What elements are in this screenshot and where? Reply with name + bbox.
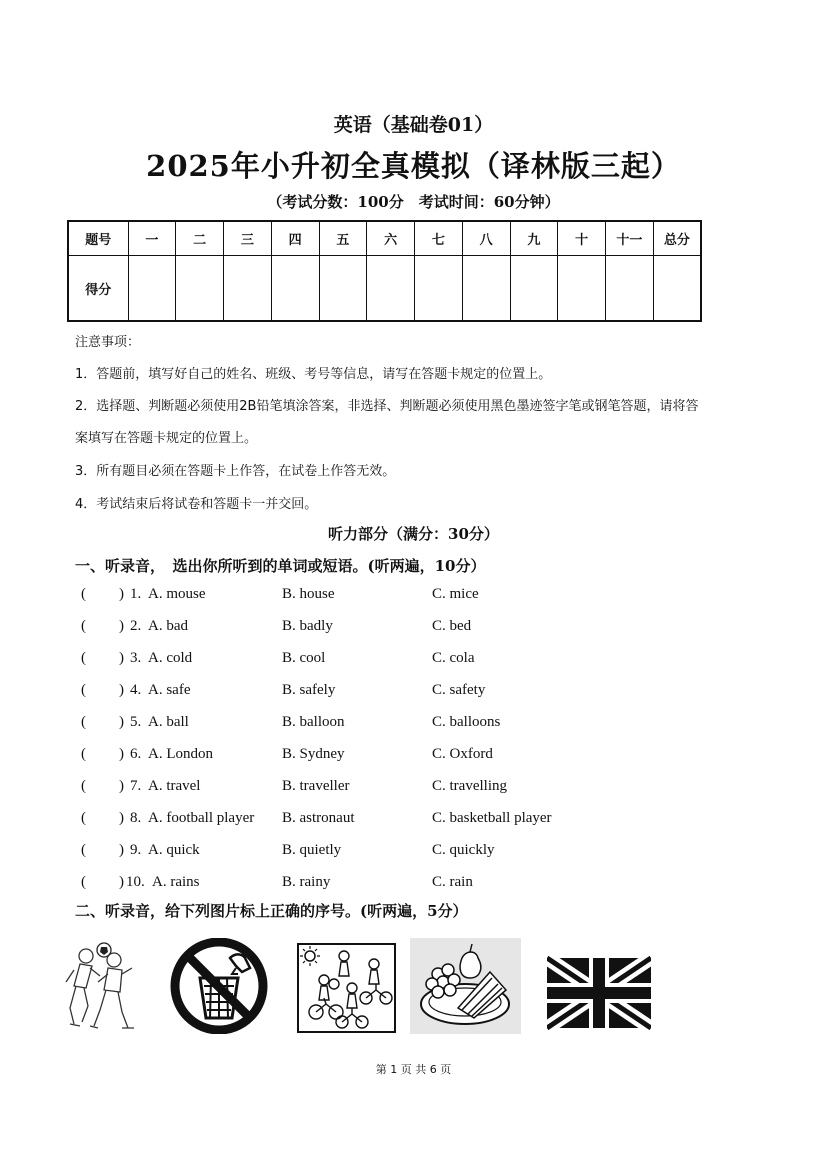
answer-paren-left: ( <box>81 746 86 762</box>
question-row <box>75 586 635 610</box>
option-c: C. rain <box>432 874 473 890</box>
option-b: B. badly <box>282 618 333 634</box>
section-2-heading: 二、听录音，给下列图片标上正确的序号。(听两遍，5分） <box>75 902 468 920</box>
no-littering-sign-picture <box>166 938 272 1034</box>
listening-title: 听力部分（满分：30分） <box>328 525 499 543</box>
option-b: B. house <box>282 586 335 602</box>
option-a: A. ball <box>148 714 189 730</box>
option-a: A. mouse <box>148 586 206 602</box>
score-cell-header: 一 <box>128 221 176 256</box>
answer-paren-right: ) <box>119 778 124 794</box>
answer-paren-right: ) <box>119 714 124 730</box>
option-c: C. travelling <box>432 778 507 794</box>
score-cell-empty <box>319 256 367 321</box>
question-row <box>75 810 635 834</box>
question-row <box>75 778 635 802</box>
answer-paren-left: ( <box>81 650 86 666</box>
notes-item: 4．考试结束后将试卷和答题卡一并交回。 <box>75 497 318 512</box>
notes-item: 1．答题前，填写好自己的姓名、班级、考号等信息，请写在答题卡规定的位置上。 <box>75 367 552 382</box>
score-cell-empty <box>224 256 272 321</box>
score-cell-header: 五 <box>319 221 367 256</box>
question-number: 9. <box>130 842 142 858</box>
answer-paren-right: ) <box>119 618 124 634</box>
answer-paren-right: ) <box>119 842 124 858</box>
section-1-heading: 一、听录音， 选出你所听到的单词或短语。(听两遍，10分） <box>75 557 486 575</box>
option-c: C. mice <box>432 586 479 602</box>
answer-paren-left: ( <box>81 810 86 826</box>
option-c: C. balloons <box>432 714 501 730</box>
question-row <box>75 842 635 866</box>
answer-paren-left: ( <box>81 778 86 794</box>
score-cell-header: 七 <box>415 221 463 256</box>
option-b: B. cool <box>282 650 326 666</box>
score-cell-header: 三 <box>224 221 272 256</box>
answer-paren-left: ( <box>81 586 86 602</box>
option-a: A. rains <box>152 874 200 890</box>
answer-paren-left: ( <box>81 874 86 890</box>
cycling-children-picture <box>296 938 397 1034</box>
answer-paren-right: ) <box>119 682 124 698</box>
answer-paren-right: ) <box>119 586 124 602</box>
notes-heading: 注意事项： <box>75 335 141 350</box>
exam-title: 2025年小升初全真模拟（译林版三起） <box>146 149 681 183</box>
question-row <box>75 714 635 738</box>
question-row <box>75 874 635 898</box>
food-plate-picture <box>410 938 521 1034</box>
answer-paren-right: ) <box>119 810 124 826</box>
score-cell-empty <box>176 256 224 321</box>
score-cell-header: 八 <box>462 221 510 256</box>
score-cell-label: 题号 <box>68 221 128 256</box>
score-cell-header: 十 <box>558 221 606 256</box>
score-cell-empty <box>462 256 510 321</box>
option-b: B. astronaut <box>282 810 355 826</box>
option-b: B. quietly <box>282 842 342 858</box>
score-cell-header: 十一 <box>606 221 654 256</box>
option-b: B. safely <box>282 682 336 698</box>
answer-paren-right: ) <box>119 746 124 762</box>
score-cell-header: 九 <box>510 221 558 256</box>
score-cell-empty <box>415 256 463 321</box>
question-number: 3. <box>130 650 142 666</box>
football-kids-picture <box>64 938 140 1034</box>
score-table-score-row <box>68 256 701 321</box>
option-c: C. cola <box>432 650 475 666</box>
question-number: 1. <box>130 586 142 602</box>
question-row <box>75 682 635 706</box>
score-cell-header: 四 <box>271 221 319 256</box>
option-c: C. safety <box>432 682 486 698</box>
option-c: C. basketball player <box>432 810 552 826</box>
score-cell-empty <box>128 256 176 321</box>
question-number: 4. <box>130 682 142 698</box>
score-cell-empty <box>653 256 701 321</box>
option-b: B. Sydney <box>282 746 345 762</box>
question-number: 10. <box>126 874 145 890</box>
exam-info: （考试分数：100分 考试时间：60分钟） <box>267 193 560 211</box>
answer-paren-left: ( <box>81 618 86 634</box>
question-row <box>75 746 635 770</box>
option-b: B. balloon <box>282 714 345 730</box>
question-row <box>75 618 635 642</box>
option-a: A. safe <box>148 682 191 698</box>
option-b: B. traveller <box>282 778 350 794</box>
option-c: C. bed <box>432 618 472 634</box>
score-cell-header: 六 <box>367 221 415 256</box>
option-a: A. football player <box>148 810 255 826</box>
score-cell-empty <box>367 256 415 321</box>
question-number: 7. <box>130 778 142 794</box>
answer-paren-right: ) <box>119 650 124 666</box>
option-c: C. Oxford <box>432 746 493 762</box>
score-cell-empty <box>558 256 606 321</box>
exam-subtitle: 英语（基础卷01） <box>333 114 494 136</box>
score-table-header-row <box>68 221 701 256</box>
notes-item: 案填写在答题卡规定的位置上。 <box>75 431 258 446</box>
answer-paren-left: ( <box>81 842 86 858</box>
score-cell-empty <box>271 256 319 321</box>
score-cell-empty <box>606 256 654 321</box>
option-a: A. London <box>148 746 213 762</box>
answer-paren-right: ) <box>119 874 124 890</box>
option-b: B. rainy <box>282 874 331 890</box>
option-a: A. quick <box>148 842 200 858</box>
union-jack-flag-picture <box>547 938 651 1034</box>
page-footer: 第 1 页 共 6 页 <box>375 1063 452 1076</box>
score-cell-empty <box>510 256 558 321</box>
question-number: 6. <box>130 746 142 762</box>
notes-item: 3．所有题目必须在答题卡上作答，在试卷上作答无效。 <box>75 464 396 479</box>
notes-item: 2．选择题、判断题必须使用2B铅笔填涂答案，非选择、判断题必须使用黑色墨迹签字笔或钢笔答题，请将答 <box>75 399 699 414</box>
option-a: A. travel <box>148 778 201 794</box>
answer-paren-left: ( <box>81 714 86 730</box>
option-a: A. cold <box>148 650 193 666</box>
score-cell-header: 二 <box>176 221 224 256</box>
question-row <box>75 650 635 674</box>
answer-paren-left: ( <box>81 682 86 698</box>
score-cell-label: 得分 <box>68 256 128 321</box>
option-a: A. bad <box>148 618 188 634</box>
question-number: 2. <box>130 618 142 634</box>
question-number: 5. <box>130 714 142 730</box>
question-number: 8. <box>130 810 142 826</box>
score-table <box>67 220 702 322</box>
option-c: C. quickly <box>432 842 495 858</box>
score-cell-header: 总分 <box>653 221 701 256</box>
